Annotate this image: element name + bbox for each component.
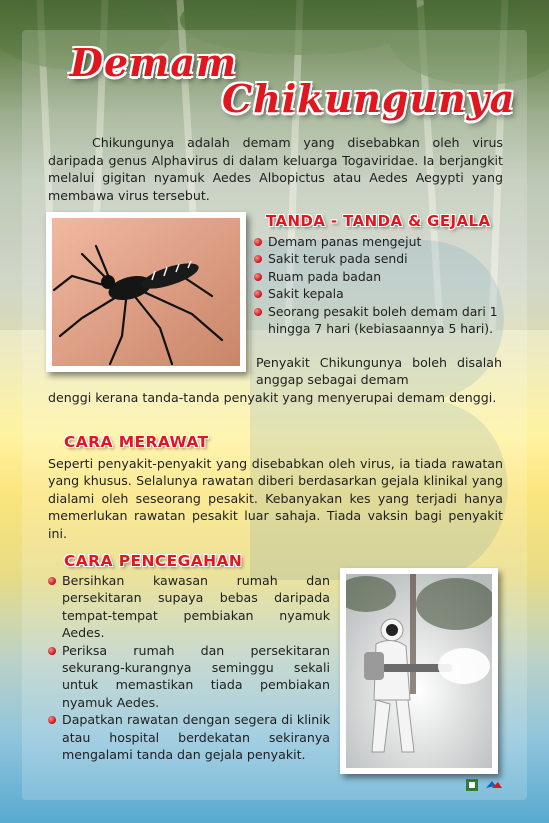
title-line2: Chikungunya <box>222 76 516 121</box>
treatment-paragraph: Seperti penyakit-penyakit yang disebabkan oleh virus, ia tiada rawatan yang khusus. Selalunya rawatan diberi berdasarkan gejala klinikal yang dialami oleh seseorang pesakit. Kebanyakan kes yang terjadi hanya memerlukan rawatan pesakit luar sahaja. Tiada vaksin bagi penyakit ini. <box>48 456 503 541</box>
bullet-icon <box>254 273 262 281</box>
bullet-icon <box>48 577 56 585</box>
symptoms-list <box>252 233 502 337</box>
list-item: Sakit kepala <box>252 285 502 302</box>
bullet-icon <box>48 647 56 655</box>
list-item: Sakit teruk pada sendi <box>252 250 502 267</box>
bullet-icon <box>48 716 56 724</box>
list-item: Ruam pada badan <box>252 268 502 285</box>
mosquito-image <box>52 218 240 366</box>
publisher-logos <box>466 778 506 792</box>
symptoms-heading: TANDA - TANDA & GEJALA <box>266 212 491 230</box>
prevention-list <box>46 572 330 763</box>
mosquito-photo <box>46 212 246 372</box>
intro-paragraph: Chikungunya adalah demam yang disebabkan oleh virus daripada genus Alphavirus di dalam keluarga Togaviridae. Ia berjangkit melalui gigitan nyamuk Aedes Albopictus atau Aedes Aegypti yang membawa virus tersebut. <box>48 135 503 203</box>
list-item: Demam panas mengejut <box>252 233 502 250</box>
treatment-heading: CARA MERAWAT <box>64 433 209 451</box>
list-item: Periksa rumah dan persekitaran sekurang-kurangnya seminggu sekali untuk memastikan tiada pembiakan nyamuk Aedes. <box>46 642 330 712</box>
list-item: Dapatkan rawatan dengan segera di klinik atau hospital berdekatan sekiranya mengalami tanda dan gejala penyakit. <box>46 711 330 763</box>
bullet-icon <box>254 238 262 246</box>
bullet-icon <box>254 308 262 316</box>
prevention-heading: CARA PENCEGAHAN <box>64 552 243 570</box>
fogging-image <box>346 574 492 768</box>
bullet-icon <box>254 290 262 298</box>
symptoms-note-part2: denggi kerana tanda-tanda penyakit yang menyerupai demam denggi. <box>48 390 497 405</box>
symptoms-note-part1: Penyakit Chikungunya boleh disalah anggap sebagai demam <box>256 355 502 388</box>
title-line1: Demam <box>70 40 238 85</box>
bullet-icon <box>254 255 262 263</box>
list-item: Seorang pesakit boleh demam dari 1 hingga 7 hari (kebiasaannya 5 hari). <box>252 303 502 338</box>
list-item: Bersihkan kawasan rumah dan persekitaran supaya bebas daripada tempat-tempat pembiakan nyamuk Aedes. <box>46 572 330 642</box>
fogging-worker-photo <box>340 568 498 774</box>
